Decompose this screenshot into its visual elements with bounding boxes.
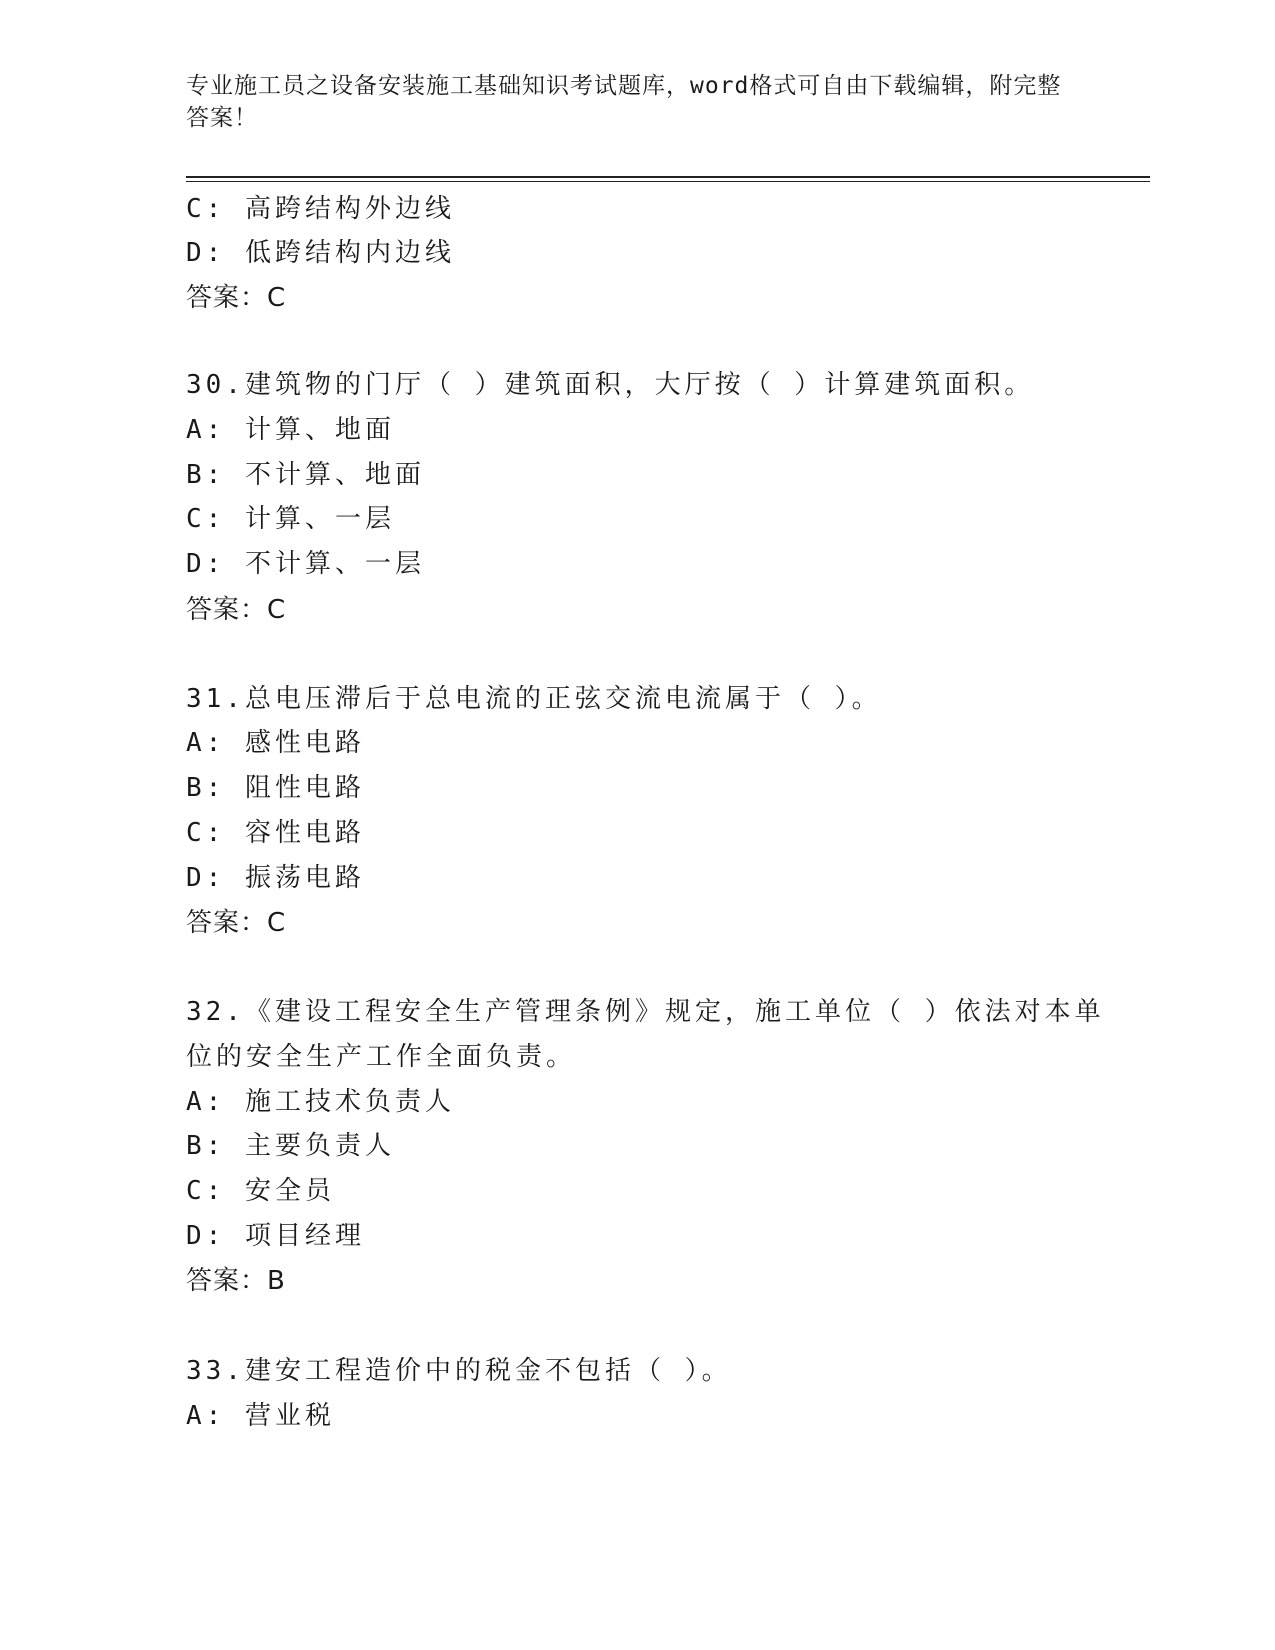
option-line: D: 低跨结构内边线 xyxy=(186,238,455,268)
option-line: C: 安全员 xyxy=(186,1176,335,1206)
question-text: 32.《建设工程安全生产管理条例》规定，施工单位（ ）依法对本单 xyxy=(186,997,1105,1027)
option-line: A: 施工技术负责人 xyxy=(186,1087,455,1117)
header-divider xyxy=(186,176,1150,178)
option-line: A: 感性电路 xyxy=(186,728,365,758)
question-text: 33.建安工程造价中的税金不包括（ ）。 xyxy=(186,1356,732,1386)
option-line: A: 计算、地面 xyxy=(186,415,395,445)
answer-line: 答案：C xyxy=(186,595,287,625)
document-header: 专业施工员之设备安装施工基础知识考试题库，word格式可自由下载编辑，附完整答案！ xyxy=(186,73,1062,131)
question-text: 31.总电压滞后于总电流的正弦交流电流属于（ ）。 xyxy=(186,684,882,714)
option-line: C: 计算、一层 xyxy=(186,504,395,534)
option-line: B: 主要负责人 xyxy=(186,1131,395,1161)
option-line: D: 不计算、一层 xyxy=(186,549,425,579)
option-line: D: 振荡电路 xyxy=(186,863,365,893)
header-divider-thin xyxy=(186,181,1150,182)
answer-line: 答案：B xyxy=(186,1266,286,1296)
option-line: C: 高跨结构外边线 xyxy=(186,194,455,224)
option-line: D: 项目经理 xyxy=(186,1221,365,1251)
option-line: B: 阻性电路 xyxy=(186,773,365,803)
option-line: A: 营业税 xyxy=(186,1401,335,1431)
option-line: B: 不计算、地面 xyxy=(186,460,425,490)
question-text-continued: 位的安全生产工作全面负责。 xyxy=(186,1042,577,1072)
question-text: 30.建筑物的门厅（ ）建筑面积，大厅按（ ）计算建筑面积。 xyxy=(186,370,1035,400)
option-line: C: 容性电路 xyxy=(186,818,365,848)
answer-line: 答案：C xyxy=(186,908,287,938)
answer-line: 答案：C xyxy=(186,283,287,313)
